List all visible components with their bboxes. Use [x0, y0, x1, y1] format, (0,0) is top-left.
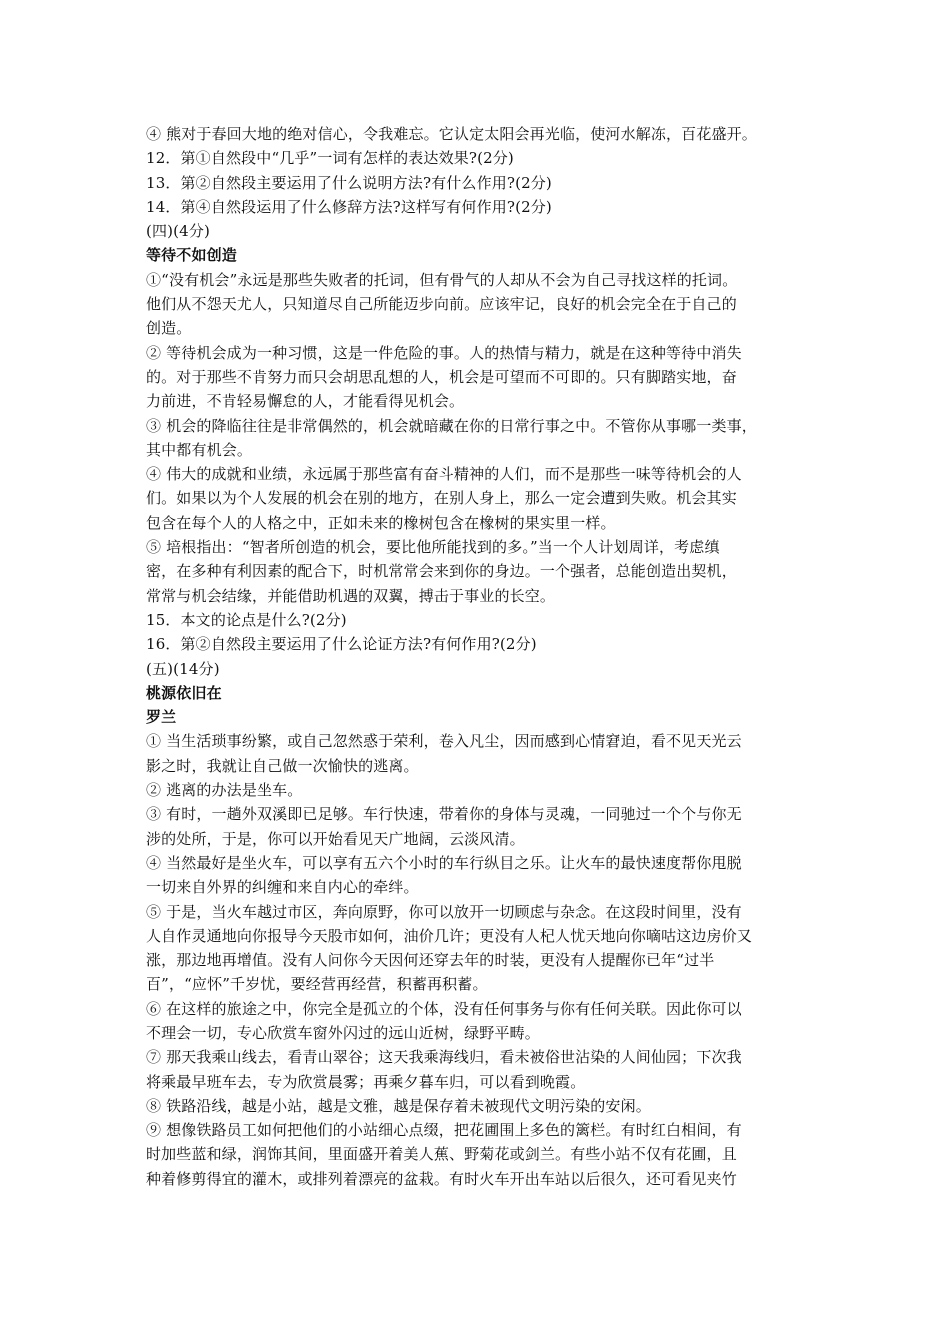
paragraph-taoyuan-3 [146, 802, 814, 851]
text-line: 创造。 [146, 319, 192, 338]
text-line: 将乘最早班车去，专为欣赏晨雾；再乘夕暮车归，可以看到晚霞。 [146, 1072, 586, 1091]
article-title-taoyuan [146, 681, 814, 705]
text-line: 15．本文的论点是什么?(2分) [146, 610, 347, 629]
text-line: 人自作灵通地向你报导今天股市如何，油价几许；更没有人杞人忧天地向你嘀咕这边房价又 [146, 926, 753, 945]
question-14 [146, 195, 814, 219]
question-15 [146, 608, 814, 632]
text-line: 他们从不怨天尤人，只知道尽自己所能迈步向前。应该牢记，良好的机会完全在于自己的 [146, 295, 737, 314]
document-page [146, 122, 814, 1191]
text-line: ⑨ 想像铁路员工如何把他们的小站细心点缀，把花圃围上多色的篱栏。有时红白相间，有 [146, 1121, 742, 1140]
text-line: 不理会一切，专心欣赏车窗外闪过的远山近树，绿野平畴。 [146, 1023, 540, 1042]
text-line: ② 逃离的办法是坐车。 [146, 781, 303, 800]
text-line: ④ 伟大的成就和业绩，永远属于那些富有奋斗精神的人们，而不是那些一味等待机会的人 [146, 465, 742, 484]
text-line: 14．第④自然段运用了什么修辞方法?这样写有何作用?(2分) [146, 197, 552, 216]
text-line: 常常与机会结缘，并能借助机遇的双翼，搏击于事业的长空。 [146, 586, 556, 605]
question-12 [146, 146, 814, 170]
paragraph-taoyuan-9 [146, 1118, 814, 1191]
text-line: 其中都有机会。 [146, 440, 253, 459]
paragraph-taoyuan-5 [146, 900, 814, 997]
paragraph-waiting-2 [146, 341, 814, 414]
text-line: ② 等待机会成为一种习惯，这是一件危险的事。人的热情与精力，就是在这种等待中消失 [146, 343, 742, 362]
text-line: 涨，那边地再增值。没有人问你今天因何还穿去年的时装，更没有人提醒你已年“过半 [146, 951, 715, 970]
text-line: ③ 机会的降临往往是非常偶然的，机会就暗藏在你的日常行事之中。不管你从事哪一类事， [146, 416, 757, 435]
text-line: 涉的处所，于是，你可以开始看见天广地阔，云淡风清。 [146, 829, 525, 848]
text-line: ⑧ 铁路沿线，越是小站，越是文雅，越是保存着未被现代文明污染的安闲。 [146, 1096, 651, 1115]
text-line: 12．第①自然段中“几乎”一词有怎样的表达效果?(2分) [146, 149, 514, 168]
paragraph-taoyuan-4 [146, 851, 814, 900]
text-line: 们。如果以为个人发展的机会在别的地方，在别人身上，那么一定会遭到失败。机会其实 [146, 489, 737, 508]
text-line: 种着修剪得宜的灌木，或排列着漂亮的盆栽。有时火车开出车站以后很久，还可看见夹竹 [146, 1169, 737, 1188]
text-line: ④ 熊对于春回大地的绝对信心，令我难忘。它认定太阳会再光临，使河水解冻，百花盛开。 [146, 125, 757, 143]
text-line: 的。对于那些不肯努力而只会胡思乱想的人，机会是可望而不可即的。只有脚踏实地，奋 [146, 367, 737, 386]
text-line: 13．第②自然段主要运用了什么说明方法?有什么作用?(2分) [146, 173, 552, 192]
section-5-header [146, 657, 814, 681]
paragraph-waiting-4 [146, 462, 814, 535]
paragraph-taoyuan-7 [146, 1045, 814, 1094]
text-line: 一切来自外界的纠缠和来自内心的牵绊。 [146, 878, 419, 897]
heading-line: 等待不如创造 [146, 246, 237, 265]
paragraph-waiting-3 [146, 414, 814, 463]
text-line: 密，在多种有利因素的配合下，时机常常会来到你的身边。一个强者，总能创造出契机， [146, 562, 737, 581]
text-line: 包含在每个人的人格之中，正如未来的橡树包含在橡树的果实里一样。 [146, 513, 616, 532]
text-line: ⑥ 在这样的旅途之中，你完全是孤立的个体，没有任何事务与你有任何关联。因此你可以 [146, 999, 742, 1018]
text-line: 力前进，不肯轻易懈怠的人，才能看得见机会。 [146, 392, 465, 411]
text-line: 16．第②自然段主要运用了什么论证方法?有何作用?(2分) [146, 635, 537, 654]
text-line: 影之时，我就让自己做一次愉快的逃离。 [146, 756, 419, 775]
text-line: ①“没有机会”永远是那些失败者的托词，但有骨气的人却从不会为自己寻找这样的托词。 [146, 270, 738, 289]
paragraph-waiting-5 [146, 535, 814, 608]
text-line: (五)(14分) [146, 659, 220, 678]
paragraph-taoyuan-2 [146, 778, 814, 802]
paragraph-bear-4 [146, 122, 814, 146]
text-line: ④ 当然最好是坐火车，可以享有五六个小时的车行纵目之乐。让火车的最快速度帮你甩脱 [146, 853, 742, 872]
heading-line: 桃源依旧在 [146, 683, 222, 702]
text-line: ⑤ 培根指出：“智者所创造的机会，要比他所能找到的多。”当一个人计划周详，考虑缜 [146, 538, 720, 557]
heading-line: 罗兰 [146, 708, 177, 727]
text-line: 百”，“应怀”千岁忧，要经营再经营，积蓄再积蓄。 [146, 975, 488, 994]
paragraph-taoyuan-1 [146, 729, 814, 778]
text-line: ⑤ 于是，当火车越过市区，奔向原野，你可以放开一切顾虑与杂念。在这段时间里，没有 [146, 902, 742, 921]
section-4-header [146, 219, 814, 243]
text-line: 时加些蓝和绿，润饰其间，里面盛开着美人蕉、野菊花或剑兰。有些小站不仅有花圃，且 [146, 1145, 737, 1164]
text-line: ⑦ 那天我乘山线去，看青山翠谷；这天我乘海线归，看未被俗世沾染的人间仙园；下次我 [146, 1048, 742, 1067]
paragraph-taoyuan-6 [146, 997, 814, 1046]
question-16 [146, 632, 814, 656]
paragraph-waiting-1 [146, 268, 814, 341]
text-line: ① 当生活琐事纷繁，或自己忽然惑于荣利，卷入凡尘，因而感到心情窘迫，看不见天光云 [146, 732, 742, 751]
paragraph-taoyuan-8 [146, 1094, 814, 1118]
text-line: ③ 有时，一趟外双溪即已足够。车行快速，带着你的身体与灵魂，一同驰过一个个与你无 [146, 805, 742, 824]
text-line: (四)(4分) [146, 222, 211, 241]
question-13 [146, 171, 814, 195]
article-title-waiting [146, 243, 814, 267]
article-author [146, 705, 814, 729]
